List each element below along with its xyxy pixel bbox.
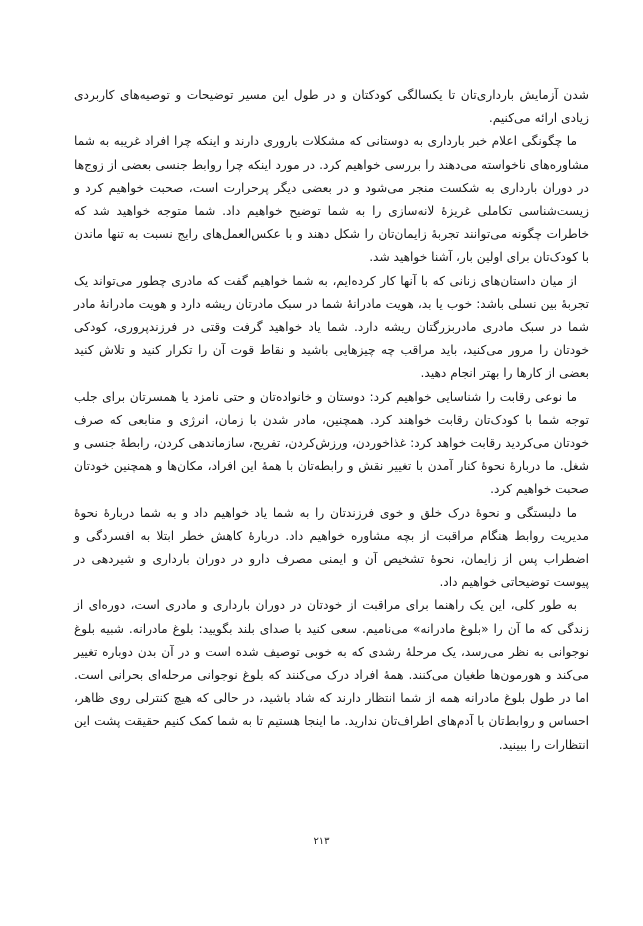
paragraph-4: ما نوعی رقابت را شناسایی خواهیم کرد: دوستان و خانواده‌تان و حتی نامزد یا همسرتان برای جلب توجه شما با کودک‌تان رقابت خواهند کرد. همچنین، مادر شدن با زمان، انرژی و منابعی که صرف خودتان می‌کردید رقابت خواهد کرد: غذاخوردن، ورزش‌کردن، تفریح، سازماندهی کردن، رابطهٔ جنسی و شغل. ما دربارهٔ نحوهٔ کنار آمدن با تغییر نقش و رابطه‌تان با همهٔ این افراد، مکان‌ها و همچنین خودتان صحبت خواهیم کرد.	[74, 389, 589, 497]
paragraph-3: از میان داستان‌های زنانی که با آنها کار کرده‌ایم، به شما خواهیم گفت که مادری چطور می‌تواند یک تجربهٔ بین نسلی باشد: خوب یا بد، هویت مادرانهٔ شما در سبک مادرتان ریشه دارد و هویت مادرانهٔ مادر شما در سبک مادری مادربزرگتان ریشه دارد. شما یاد خواهید گرفت وقتی در فرزندپروری، کودکی خودتان را مرور می‌کنید، باید مراقب چه چیزهایی باشید و نقاط قوت آن را تکرار کنید و تلاش کنید بعضی از کارها را بهتر انجام دهید.	[74, 273, 589, 381]
body-text	[74, 84, 589, 757]
paragraph-5: ما دلبستگی و نحوهٔ درک خلق و خوی فرزندتان را به شما یاد خواهیم داد و به شما دربارهٔ نحوهٔ مدیریت روابط هنگام مراقبت از بچه مشاوره خواهیم داد. دربارهٔ کاهش خطر ابتلا به افسردگی و اضطراب پس از زایمان، نحوهٔ تشخیص آن و ایمنی مصرف دارو در دوران بارداری و شیردهی در پیوست توضیحاتی خواهیم داد.	[74, 505, 589, 590]
paragraph-1: شدن آزمایش بارداری‌تان تا یکسالگی کودکتان و در طول این مسیر توضیحات و توصیه‌های کاربردی زیادی ارائه می‌کنیم.	[74, 88, 589, 126]
paragraph-6: به طور کلی، این یک راهنما برای مراقبت از خودتان در دوران بارداری و مادری است، دوره‌ای از زندگی که ما آن را «بلوغ مادرانه» می‌نامیم. سعی کنید با صدای بلند بگویید: بلوغ مادرانه. شبیه بلوغ نوجوانی به نظر می‌رسد، یک مرحلهٔ رشدی که به خوبی توصیف شده است و در آن بدن دوباره تغییر می‌کند و هورمون‌ها طغیان می‌کنند. همهٔ افراد درک می‌کنند که بلوغ نوجوانی مرحله‌ای بحرانی است. اما در طول بلوغ مادرانه همه از شما انتظار دارند که شاد باشید، در حالی که هیچ کنترلی روی ظاهر، احساس و روابط‌تان با آدم‌های اطراف‌تان ندارید. ما اینجا هستیم تا به شما کمک کنیم حقیقت پشت این انتظارات را ببینید.	[74, 598, 589, 752]
page-number: ۲۱۳	[313, 836, 330, 847]
paragraph-2: ما چگونگی اعلام خبر بارداری به دوستانی که مشکلات باروری دارند و اینکه چرا افراد غریبه به شما مشاوره‌های ناخواسته می‌دهند را بررسی خواهیم کرد. در مورد اینکه چرا روابط جنسی بعضی از زوج‌ها در دوران بارداری به شکست منجر می‌شود و در بعضی دیگر پرحرارت است، صحبت خواهیم کرد و زیست‌شناسی تکاملی غریزهٔ لانه‌سازی را به شما توضیح خواهیم داد. شما متوجه خواهید شد که خاطرات چگونه می‌توانند تجربهٔ زایمان‌تان را شکل دهند و با عکس‌العمل‌های رایج نسبت به تنها ماندن با کودک‌تان برای اولین بار، آشنا خواهید شد.	[74, 134, 589, 265]
